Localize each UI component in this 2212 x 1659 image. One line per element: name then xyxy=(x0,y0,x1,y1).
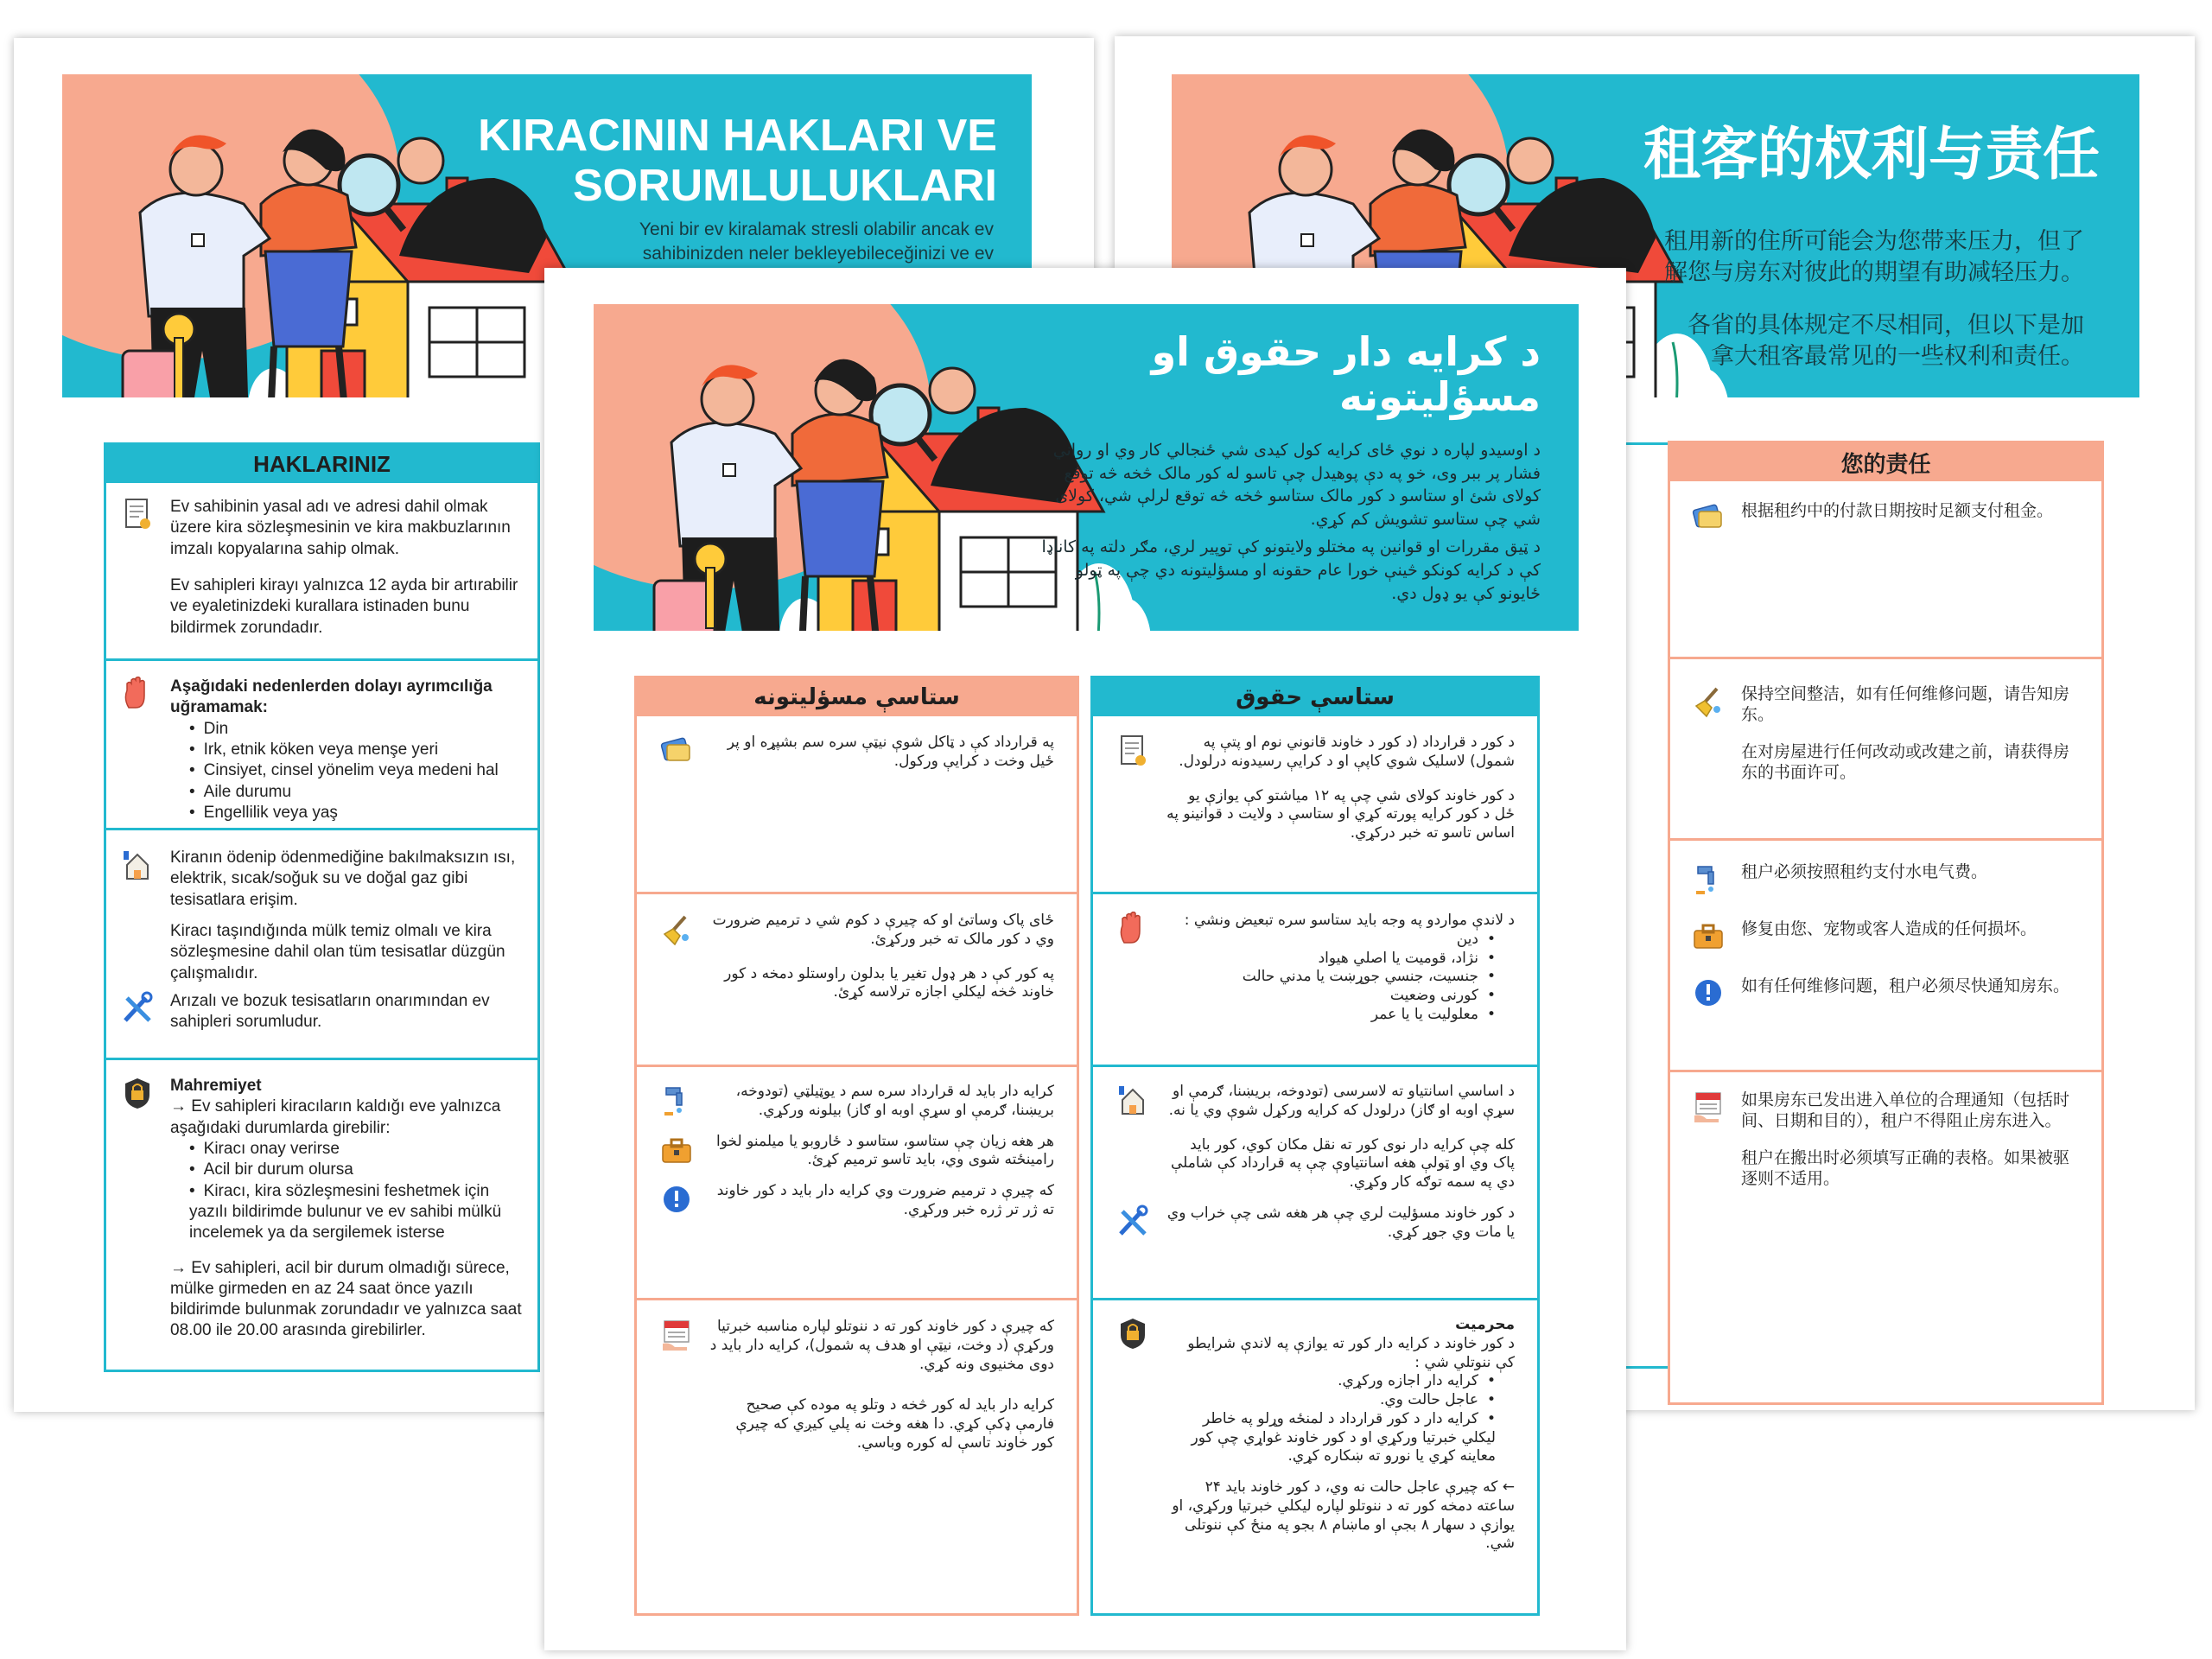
pashto-banner xyxy=(594,304,1579,631)
alert-icon xyxy=(659,1182,694,1217)
pashto-resp-row-1: په قرارداد کې د ټاکل شوې نيټې سره سم بشپړه او پر ځيل وخت د کرايې ورکول. xyxy=(637,716,1077,894)
alert-icon xyxy=(1691,976,1726,1010)
pashto-rights-row-2: د لاندې موارد‌و په وجه بايد ستاسو سره تبعيض ونشي : • دين • نژاد، قوميت يا اصلي هيواد • جنسيت، جنسي جوړښت يا مدني حالت • کورنى وضعيت • معلوليت يا يا عمر xyxy=(1093,894,1537,1067)
turkish-intro: Yeni bir ev kiralamak stresli olabilir ancak ev sahibinizden neler bekleyebileceğinizi ve ev xyxy=(639,219,994,264)
chinese-intro: 租用新的住所可能会为您带来压力，但了 解您与房东对彼此的期望有助减轻压力。 各省的具体规定不尽相同，但以下是加 拿大租客最常见的一些权利和责任。 xyxy=(1664,228,2084,370)
document-icon xyxy=(120,497,155,531)
pashto-resp-row-2: ځاى پاک وساتئ او که چيرې د کوم شي د ترميم ضرورت وي د کور مالک ته خبر ورکړئ. په کور کې د هر ډول تغير يا بدلون راوستلو دمخه د کور خاوند څخه ليکلي اجازه ترلاسه کړئ. xyxy=(637,894,1077,1067)
turkish-rights-column xyxy=(104,442,540,1372)
tools-icon xyxy=(1116,1205,1150,1239)
privacy-lock-icon xyxy=(120,1076,155,1110)
turkish-rights-row-3: Kiranın ödenip ödenmediğine bakılmaksızın ısı, elektrik, sıcak/soğuk su ve doğal gaz gibi tesisatlara erişim. Kiracı taşındığında mülk temiz olmalı ve kira sözleşmesine dahil olan tüm tesisatlar düzgün çalışmalıdır. Arızalı ve bozuk tesisatların onarımından ev sahipleri sorumludur. xyxy=(106,830,537,1060)
stop-hand-icon xyxy=(120,677,155,711)
chinese-resp-row-4: 如果房东已发出进入单位的合理通知（包括时间、日期和目的），租户不得阻止房东进入。 租户在搬出时必须填写正确的表格。如果被驱逐则不适用。 xyxy=(1670,1072,2101,1349)
toolbox-icon xyxy=(659,1133,694,1167)
chinese-resp-row-1: 根据租约中的付款日期按时足额支付租金。 xyxy=(1670,481,2101,659)
pashto-rights-row-1: د کور د قرارداد (د کور د خاوند قانوني نوم او پتې په شمول) لاسليک شوي کاپې او د کرايې رسيدونه درلودل. د کور خاوند کولای شي چې په ۱۲ مياشتو کې يوازې يو ځل د کور کرايه پورته کړي او ستاسې د ولايت د قوانينو په اساس تاسو ته خبر درکړي. xyxy=(1093,716,1537,894)
pashto-intro: د اوسيدو لپاره د نوي ځاى کرايه کول کيدى شي ځنجالي کار وي او رواني فشار پر ببر وى، خو په دې پوهيدل چې تاسو له کور مالک څخه څه توقع کولای شئ او ستاسو د کور مالک ستاسو څخه څه توقع لرلې شي، کولای شي چې ستاسو تشويش کم کړي. د ټيق مقررات او قوانين په مختلو ولايتونو کې توپير لري، مګر دلته په کاناډا کې د کرايه کونکو څينې خورا عام حقونه او مسؤليتونه دي چې په ټولو ځايونو کې يو ډول دي. xyxy=(1041,441,1541,603)
credit-card-icon xyxy=(1691,500,1726,535)
chinese-responsibilities-header: 您的责任 xyxy=(1670,443,2101,481)
pashto-resp-row-3: کرايه دار بايد له قرارداد سره سم د يوټيلټي (تودوخه، بريښنا، ګرمې او سړې اوبه او ګاز) بيلونه ورکړي. هر هغه زيان چې ستاسو، ستاسو د ځاروبو يا ميلمنو لخوا رامينځته شوى وي، بايد تاسو ترميم کړئ. که چيرې د ترميم ضرورت وي کرايه دار بايد د کور خاوند ته ژر تر ژره خبر ورکړي. xyxy=(637,1067,1077,1300)
broom-icon xyxy=(659,912,694,946)
notice-icon xyxy=(1691,1090,1726,1124)
tools-icon xyxy=(120,991,155,1026)
pashto-rights-column xyxy=(1090,676,1540,1616)
privacy-conditions-list: • Kiracı onay verirse • Acil bir durum olursa • Kiracı, kira sözleşmesini feshetmek için yazılı bildirimde bulunur ve ev sahibi mülkü incelemek ya da sergilemek isterse xyxy=(189,1139,524,1244)
notice-icon xyxy=(659,1318,694,1352)
turkish-rights-row-4: Mahremiyet → Ev sahipleri kiracıların kaldığı eve yalnızca aşağıdaki durumlarda girebilir: • Kiracı onay verirse • Acil bir durum olursa • Kiracı, kira sözleşmesini feshetmek için yazılı bildirimde bulunur ve ev sahibi mülkü incelemek ya da sergilemek isterse → Ev sahipleri, acil bir durum olmadığı sürece, mülke girmeden en az 24 saat önce yazılı bildirimde bulunmak zorundadır ve yalnızca saat 08.00 ile 20.00 arasında girebilirler. xyxy=(106,1060,537,1368)
pashto-title: د کرايه دار حقوق او مسؤليتونه xyxy=(1151,328,1541,420)
chinese-resp-row-3: 租户必须按照租约支付水电气费。 修复由您、宠物或客人造成的任何损坏。 如有任何维修问题，租户必须尽快通知房东。 xyxy=(1670,841,2101,1072)
privacy-lock-icon xyxy=(1116,1316,1150,1351)
turkish-title: KIRACININ HAKLARI VE SORUMLULUKLARI xyxy=(478,111,997,212)
turkish-rights-header: HAKLARINIZ xyxy=(106,445,537,483)
pashto-sheet xyxy=(544,268,1626,1650)
stop-hand-icon xyxy=(1116,912,1150,946)
faucet-icon xyxy=(659,1083,694,1117)
pashto-resp-row-4: که چيرې د کور خاوند کور ته د ننوتلو لپاره مناسبه خبرتيا ورکړې (د وخت، نيټې او هدف په شمول)، کرايه دار بايد د دوى مخنيوى ونه کړي. کرايه دار بايد له کور څخه د وتلو په موده کې صحيح فارمې ډکې کړي. دا هغه وخت نه پلي کيږي که چيرې کور خاوند تاسې له کوره وباسي. xyxy=(637,1300,1077,1613)
chinese-resp-row-2: 保持空间整洁，如有任何维修问题，请告知房东。 在对房屋进行任何改动或改建之前，请获得房东的书面许可。 xyxy=(1670,659,2101,841)
chinese-title: 租客的权利与责任 xyxy=(1643,120,2100,188)
pashto-responsibilities-header: ستاسې مسؤليتونه xyxy=(637,678,1077,716)
credit-card-icon xyxy=(659,734,694,768)
privacy-conditions-list: • کرايه دار اجازه ورکړي. • عاجل حالت وي. • کرايه دار د کور قرارداد د لمنځه وړلو په خاطر ليکلي خبرتيا ورکړي او د کور خاوند غواړي چې کور معاينه کړي يا نورو ته ښکاره کړي. xyxy=(1166,1372,1496,1466)
discrimination-list: • Din • Irk, etnik köken veya menşe yeri • Cinsiyet, cinsel yönelim veya medeni hal • Aile durumu • Engellilik veya yaş xyxy=(189,719,524,824)
broom-icon xyxy=(1691,683,1726,718)
discrimination-list: • دين • نژاد، قوميت يا اصلي هيواد • جنسيت، جنسي جوړښت يا مدني حالت • کورنى وضعيت • معلوليت يا يا عمر xyxy=(1166,931,1496,1025)
toolbox-icon xyxy=(1691,918,1726,953)
pashto-rights-row-4: محرميت د کور خاوند د کرايه دار کور ته يوازې په لاندې شرايطو کې ننوتلي شي : • کرايه دار اجازه ورکړي. • عاجل حالت وي. • کرايه دار د کور قرارداد د لمنځه وړلو په خاطر ليکلي خبرتيا ورکړي او د کور خاوند غواړي چې کور معاينه کړي يا نورو ته ښکاره کړي. ← که چيرې عاجل حالت نه وي، د کور خاوند بايد ۲۴ ساعته دمخه کور ته د ننوتلو لپاره ليکلي خبرتيا ورکړي، او يوازې د سهار ۸ بجې او ماښام ۸ بجو په منځ کې ننوتلى شي. xyxy=(1093,1300,1537,1613)
house-utilities-icon xyxy=(1116,1083,1150,1117)
faucet-icon xyxy=(1691,861,1726,896)
chinese-responsibilities-column xyxy=(1668,441,2104,1405)
pashto-rights-header: ستاسې حقوق xyxy=(1093,678,1537,716)
house-utilities-icon xyxy=(120,848,155,882)
pashto-rights-row-3: د اساسي اسانتياو ته لاسرسى (تودوخه، بريښنا، ګرمې او سړې اوبه او ګاز) درلودل که کرايه ورکړل شوې وي يا نه. کله چې کرايه دار نوى کور ته نقل مکان کوي، کور بايد پاک وي او ټولې هغه اسانتياوې چې په قرارداد کې شاملې دي په سمه توګه کار وکړي. د کور خاوند مسؤليت لري چې هر هغه شى چې خراب وي يا مات وي جوړ کړي. xyxy=(1093,1067,1537,1300)
turkish-rights-row-2: Aşağıdaki nedenlerden dolayı ayrımcılığa uğramamak: • Din • Irk, etnik köken veya menşe yeri • Cinsiyet, cinsel yönelim veya medeni hal • Aile durumu • Engellilik veya yaş xyxy=(106,661,537,830)
pashto-responsibilities-column xyxy=(634,676,1079,1616)
turkish-rights-row-1: Ev sahibinin yasal adı ve adresi dahil olmak üzere kira sözleşmesinin ve kira makbuzlarının imzalı kopyalarına sahip olmak. Ev sahipleri kirayı yalnızca 12 ayda bir artırabilir ve eyaletinizdeki kurallara istinaden bunu bildirmek zorundadır. xyxy=(106,483,537,661)
document-icon xyxy=(1116,734,1150,768)
